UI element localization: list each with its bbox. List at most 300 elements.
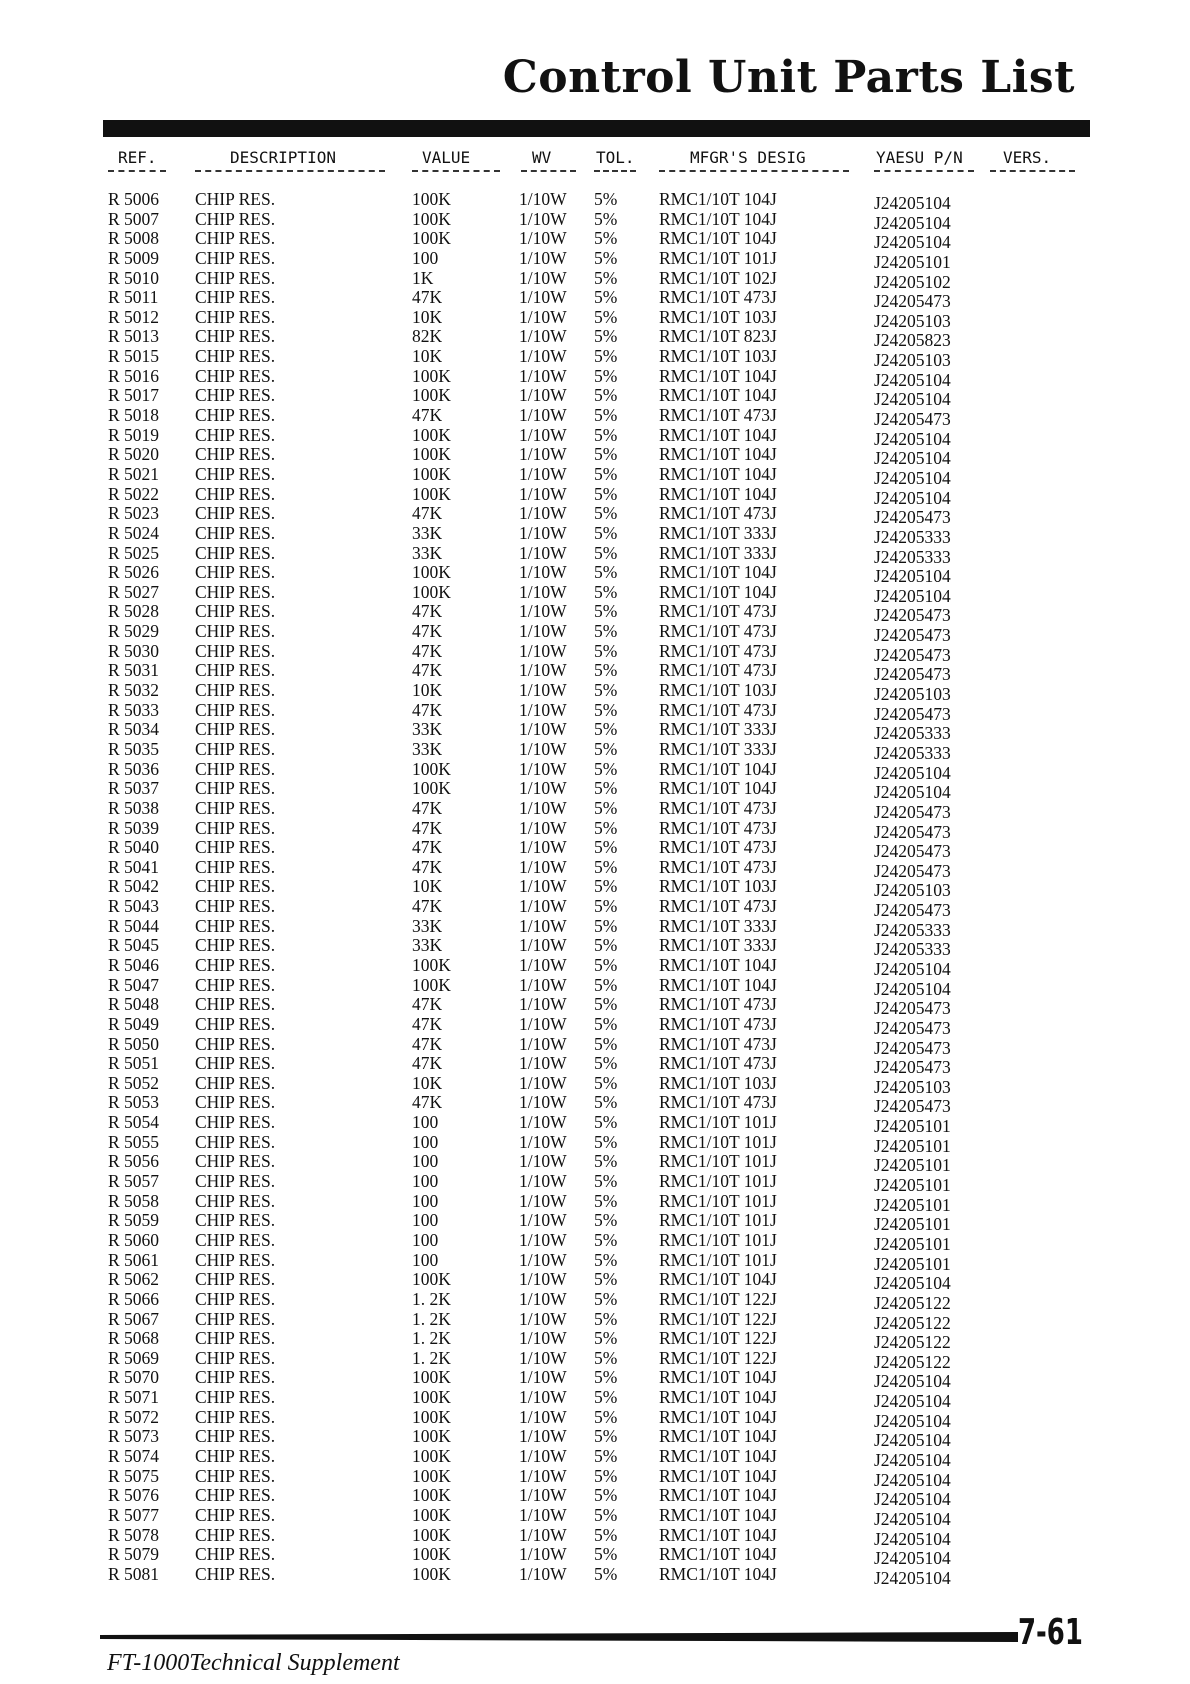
- tol-cell: 5%: [594, 1269, 618, 1290]
- part-number-cell: J24205103: [874, 880, 951, 901]
- ref-cell: R 5081: [108, 1563, 160, 1584]
- wv-cell: 1/10W: [519, 660, 567, 681]
- description-cell: CHIP RES.: [195, 876, 276, 897]
- value-cell: 100K: [412, 228, 451, 249]
- mfgr-cell: RMC1/10T 104J: [659, 1387, 777, 1408]
- mfgr-cell: RMC1/10T 473J: [659, 621, 777, 642]
- table-row: [0, 562, 1190, 587]
- table-row: [0, 1190, 1190, 1215]
- tol-cell: 5%: [594, 1347, 618, 1368]
- tol-cell: 5%: [594, 896, 618, 917]
- table-row: [0, 424, 1190, 449]
- ref-cell: R 5073: [108, 1426, 160, 1447]
- description-cell: CHIP RES.: [195, 424, 276, 445]
- mfgr-cell: RMC1/10T 104J: [659, 424, 777, 445]
- value-cell: 1K: [412, 267, 434, 288]
- mfgr-cell: RMC1/10T 104J: [659, 463, 777, 484]
- mfgr-cell: RMC1/10T 101J: [659, 1131, 777, 1152]
- description-cell: CHIP RES.: [195, 719, 276, 740]
- mfgr-cell: RMC1/10T 104J: [659, 581, 777, 602]
- table-row: [0, 444, 1190, 469]
- part-number-cell: J24205104: [874, 1410, 951, 1431]
- table-row: [0, 1072, 1190, 1097]
- ref-cell: R 5033: [108, 699, 160, 720]
- table-row: [0, 267, 1190, 292]
- value-cell: 100K: [412, 365, 451, 386]
- ref-cell: R 5076: [108, 1485, 160, 1506]
- value-cell: 100K: [412, 1367, 451, 1388]
- mfgr-cell: RMC1/10T 333J: [659, 738, 777, 759]
- ref-cell: R 5039: [108, 817, 160, 838]
- ref-cell: R 5040: [108, 837, 160, 858]
- value-cell: 33K: [412, 719, 443, 740]
- value-cell: 100: [412, 1229, 439, 1250]
- column-header-wv: WV: [532, 148, 552, 167]
- table-row: [0, 1092, 1190, 1117]
- part-number-cell: J24205473: [874, 1057, 951, 1078]
- table-row: [0, 601, 1190, 626]
- value-cell: 100K: [412, 483, 451, 504]
- tol-cell: 5%: [594, 856, 618, 877]
- part-number-cell: J24205104: [874, 1548, 951, 1569]
- ref-cell: R 5012: [108, 306, 160, 327]
- value-cell: 10K: [412, 680, 443, 701]
- mfgr-cell: RMC1/10T 101J: [659, 1249, 777, 1270]
- mfgr-cell: RMC1/10T 473J: [659, 405, 777, 426]
- tol-cell: 5%: [594, 1504, 618, 1525]
- mfgr-cell: RMC1/10T 104J: [659, 189, 777, 209]
- tol-cell: 5%: [594, 1563, 618, 1584]
- table-row: [0, 1524, 1190, 1549]
- table-row: [0, 896, 1190, 921]
- tol-cell: 5%: [594, 405, 618, 426]
- wv-cell: 1/10W: [519, 1288, 567, 1309]
- value-cell: 47K: [412, 1013, 443, 1034]
- wv-cell: 1/10W: [519, 1446, 567, 1466]
- description-cell: CHIP RES.: [195, 1504, 276, 1525]
- ref-cell: R 5044: [108, 915, 160, 936]
- tol-cell: 5%: [594, 1544, 618, 1565]
- mfgr-cell: RMC1/10T 101J: [659, 1190, 777, 1211]
- wv-cell: 1/10W: [519, 1544, 567, 1565]
- wv-cell: 1/10W: [519, 1229, 567, 1250]
- part-number-cell: J24205104: [874, 232, 951, 253]
- tol-cell: 5%: [594, 680, 618, 701]
- table-row: [0, 365, 1190, 390]
- part-number-cell: J24205101: [874, 1233, 951, 1254]
- ref-cell: R 5016: [108, 365, 160, 386]
- title-rule: [103, 120, 1090, 137]
- ref-cell: R 5027: [108, 581, 160, 602]
- part-number-cell: J24205333: [874, 939, 951, 960]
- value-cell: 100K: [412, 1504, 451, 1525]
- value-cell: 10K: [412, 346, 443, 367]
- wv-cell: 1/10W: [519, 640, 567, 661]
- wv-cell: 1/10W: [519, 896, 567, 917]
- table-row: [0, 994, 1190, 1019]
- column-header-tol: TOL.: [596, 148, 635, 167]
- description-cell: CHIP RES.: [195, 1131, 276, 1152]
- tol-cell: 5%: [594, 228, 618, 249]
- part-number-cell: J24205473: [874, 409, 951, 430]
- tol-cell: 5%: [594, 581, 618, 602]
- wv-cell: 1/10W: [519, 405, 567, 426]
- tol-cell: 5%: [594, 267, 618, 288]
- value-cell: 100K: [412, 463, 451, 484]
- ref-cell: R 5057: [108, 1171, 160, 1192]
- wv-cell: 1/10W: [519, 719, 567, 740]
- wv-cell: 1/10W: [519, 699, 567, 720]
- wv-cell: 1/10W: [519, 1426, 567, 1447]
- ref-cell: R 5053: [108, 1092, 160, 1113]
- ref-cell: R 5043: [108, 896, 160, 917]
- part-number-cell: J24205473: [874, 625, 951, 646]
- part-number-cell: J24205122: [874, 1351, 951, 1372]
- wv-cell: 1/10W: [519, 738, 567, 759]
- mfgr-cell: RMC1/10T 104J: [659, 385, 777, 406]
- description-cell: CHIP RES.: [195, 1229, 276, 1250]
- description-cell: CHIP RES.: [195, 974, 276, 995]
- ref-cell: R 5010: [108, 267, 160, 288]
- part-number-cell: J24205104: [874, 487, 951, 508]
- value-cell: 100K: [412, 581, 451, 602]
- ref-cell: R 5047: [108, 974, 160, 995]
- column-header-pn: YAESU P/N: [876, 148, 963, 167]
- wv-cell: 1/10W: [519, 1092, 567, 1113]
- ref-cell: R 5056: [108, 1151, 160, 1172]
- wv-cell: 1/10W: [519, 1485, 567, 1506]
- ref-cell: R 5045: [108, 935, 160, 956]
- tol-cell: 5%: [594, 974, 618, 995]
- mfgr-cell: RMC1/10T 473J: [659, 1053, 777, 1074]
- wv-cell: 1/10W: [519, 1033, 567, 1054]
- part-number-cell: J24205104: [874, 448, 951, 469]
- table-row: [0, 680, 1190, 705]
- ref-cell: R 5037: [108, 778, 160, 799]
- tol-cell: 5%: [594, 424, 618, 445]
- mfgr-cell: RMC1/10T 104J: [659, 778, 777, 799]
- table-row: [0, 581, 1190, 606]
- description-cell: CHIP RES.: [195, 1308, 276, 1329]
- mfgr-cell: RMC1/10T 333J: [659, 719, 777, 740]
- page-number: 7-61: [1018, 1612, 1083, 1653]
- description-cell: CHIP RES.: [195, 758, 276, 779]
- tol-cell: 5%: [594, 1465, 618, 1486]
- value-cell: 33K: [412, 915, 443, 936]
- description-cell: CHIP RES.: [195, 1151, 276, 1172]
- wv-cell: 1/10W: [519, 228, 567, 249]
- wv-cell: 1/10W: [519, 1387, 567, 1408]
- description-cell: CHIP RES.: [195, 1269, 276, 1290]
- wv-cell: 1/10W: [519, 208, 567, 229]
- value-cell: 82K: [412, 326, 443, 347]
- ref-cell: R 5078: [108, 1524, 160, 1545]
- ref-cell: R 5077: [108, 1504, 160, 1525]
- wv-cell: 1/10W: [519, 1524, 567, 1545]
- value-cell: 100K: [412, 1426, 451, 1447]
- value-cell: 47K: [412, 601, 443, 622]
- description-cell: CHIP RES.: [195, 1367, 276, 1388]
- wv-cell: 1/10W: [519, 876, 567, 897]
- ref-cell: R 5017: [108, 385, 160, 406]
- part-number-cell: J24205104: [874, 1430, 951, 1451]
- value-cell: 47K: [412, 1053, 443, 1074]
- value-cell: 1. 2K: [412, 1347, 451, 1368]
- ref-cell: R 5050: [108, 1033, 160, 1054]
- ref-cell: R 5026: [108, 562, 160, 583]
- part-number-cell: J24205104: [874, 1567, 951, 1588]
- part-number-cell: J24205103: [874, 1076, 951, 1097]
- mfgr-cell: RMC1/10T 473J: [659, 856, 777, 877]
- mfgr-cell: RMC1/10T 122J: [659, 1308, 777, 1329]
- description-cell: CHIP RES.: [195, 1544, 276, 1565]
- table-row: [0, 405, 1190, 430]
- tol-cell: 5%: [594, 1446, 618, 1466]
- ref-cell: R 5035: [108, 738, 160, 759]
- ref-cell: R 5071: [108, 1387, 160, 1408]
- tol-cell: 5%: [594, 1033, 618, 1054]
- mfgr-cell: RMC1/10T 101J: [659, 1229, 777, 1250]
- value-cell: 47K: [412, 837, 443, 858]
- tol-cell: 5%: [594, 738, 618, 759]
- wv-cell: 1/10W: [519, 856, 567, 877]
- part-number-cell: J24205101: [874, 251, 951, 272]
- wv-cell: 1/10W: [519, 1563, 567, 1584]
- value-cell: 100K: [412, 1406, 451, 1427]
- table-row: [0, 1308, 1190, 1333]
- description-cell: CHIP RES.: [195, 856, 276, 877]
- tol-cell: 5%: [594, 562, 618, 583]
- ref-cell: R 5068: [108, 1328, 160, 1349]
- mfgr-cell: RMC1/10T 333J: [659, 935, 777, 956]
- part-number-cell: J24205333: [874, 723, 951, 744]
- ref-cell: R 5031: [108, 660, 160, 681]
- description-cell: CHIP RES.: [195, 483, 276, 504]
- table-row: [0, 621, 1190, 646]
- tol-cell: 5%: [594, 483, 618, 504]
- wv-cell: 1/10W: [519, 346, 567, 367]
- tol-cell: 5%: [594, 1151, 618, 1172]
- wv-cell: 1/10W: [519, 444, 567, 465]
- description-cell: CHIP RES.: [195, 915, 276, 936]
- table-row: [0, 935, 1190, 960]
- wv-cell: 1/10W: [519, 1013, 567, 1034]
- wv-cell: 1/10W: [519, 1210, 567, 1231]
- description-cell: CHIP RES.: [195, 1092, 276, 1113]
- ref-cell: R 5011: [108, 287, 159, 308]
- ref-cell: R 5060: [108, 1229, 160, 1250]
- column-header-vers: VERS.: [1003, 148, 1052, 167]
- description-cell: CHIP RES.: [195, 660, 276, 681]
- mfgr-cell: RMC1/10T 473J: [659, 817, 777, 838]
- table-row: [0, 1485, 1190, 1510]
- ref-cell: R 5032: [108, 680, 160, 701]
- ref-cell: R 5075: [108, 1465, 160, 1486]
- wv-cell: 1/10W: [519, 915, 567, 936]
- part-number-cell: J24205823: [874, 330, 951, 351]
- tol-cell: 5%: [594, 876, 618, 897]
- wv-cell: 1/10W: [519, 1269, 567, 1290]
- ref-cell: R 5008: [108, 228, 160, 249]
- part-number-cell: J24205104: [874, 782, 951, 803]
- part-number-cell: J24205104: [874, 1508, 951, 1529]
- description-cell: CHIP RES.: [195, 994, 276, 1015]
- part-number-cell: J24205104: [874, 978, 951, 999]
- description-cell: CHIP RES.: [195, 385, 276, 406]
- table-row: [0, 247, 1190, 272]
- mfgr-cell: RMC1/10T 333J: [659, 915, 777, 936]
- table-row: [0, 1563, 1190, 1588]
- ref-cell: R 5059: [108, 1210, 160, 1231]
- part-number-cell: J24205473: [874, 900, 951, 921]
- ref-cell: R 5061: [108, 1249, 160, 1270]
- ref-cell: R 5030: [108, 640, 160, 661]
- tol-cell: 5%: [594, 1131, 618, 1152]
- description-cell: CHIP RES.: [195, 699, 276, 720]
- tol-cell: 5%: [594, 463, 618, 484]
- mfgr-cell: RMC1/10T 103J: [659, 680, 777, 701]
- part-number-cell: J24205333: [874, 526, 951, 547]
- wv-cell: 1/10W: [519, 581, 567, 602]
- column-header-description: DESCRIPTION: [230, 148, 336, 167]
- part-number-cell: J24205473: [874, 1017, 951, 1038]
- mfgr-cell: RMC1/10T 101J: [659, 247, 777, 268]
- tol-cell: 5%: [594, 1367, 618, 1388]
- wv-cell: 1/10W: [519, 1171, 567, 1192]
- description-cell: CHIP RES.: [195, 601, 276, 622]
- wv-cell: 1/10W: [519, 1328, 567, 1349]
- description-cell: CHIP RES.: [195, 581, 276, 602]
- table-row: [0, 1013, 1190, 1038]
- description-cell: CHIP RES.: [195, 562, 276, 583]
- part-number-cell: J24205104: [874, 762, 951, 783]
- value-cell: 100K: [412, 424, 451, 445]
- tol-cell: 5%: [594, 797, 618, 818]
- part-number-cell: J24205473: [874, 507, 951, 528]
- part-number-cell: J24205102: [874, 271, 951, 292]
- mfgr-cell: RMC1/10T 104J: [659, 1426, 777, 1447]
- ref-cell: R 5025: [108, 542, 160, 563]
- value-cell: 47K: [412, 896, 443, 917]
- tol-cell: 5%: [594, 1426, 618, 1447]
- wv-cell: 1/10W: [519, 758, 567, 779]
- mfgr-cell: RMC1/10T 473J: [659, 287, 777, 308]
- value-cell: 47K: [412, 817, 443, 838]
- table-row: [0, 1347, 1190, 1372]
- value-cell: 47K: [412, 994, 443, 1015]
- part-number-cell: J24205104: [874, 1371, 951, 1392]
- tol-cell: 5%: [594, 699, 618, 720]
- description-cell: CHIP RES.: [195, 935, 276, 956]
- description-cell: CHIP RES.: [195, 365, 276, 386]
- ref-cell: R 5034: [108, 719, 160, 740]
- wv-cell: 1/10W: [519, 778, 567, 799]
- mfgr-cell: RMC1/10T 104J: [659, 1504, 777, 1525]
- wv-cell: 1/10W: [519, 1131, 567, 1152]
- table-row: [0, 1544, 1190, 1569]
- table-row: [0, 385, 1190, 410]
- table-row: [0, 463, 1190, 488]
- mfgr-cell: RMC1/10T 104J: [659, 1524, 777, 1545]
- wv-cell: 1/10W: [519, 326, 567, 347]
- wv-cell: 1/10W: [519, 1504, 567, 1525]
- description-cell: CHIP RES.: [195, 522, 276, 543]
- table-row: [0, 306, 1190, 331]
- part-number-cell: J24205473: [874, 821, 951, 842]
- table-row: [0, 228, 1190, 253]
- tol-cell: 5%: [594, 1112, 618, 1133]
- description-cell: CHIP RES.: [195, 267, 276, 288]
- value-cell: 100: [412, 1131, 439, 1152]
- ref-cell: R 5019: [108, 424, 160, 445]
- value-cell: 100K: [412, 208, 451, 229]
- value-cell: 100K: [412, 1387, 451, 1408]
- tol-cell: 5%: [594, 1210, 618, 1231]
- ref-cell: R 5052: [108, 1072, 160, 1093]
- wv-cell: 1/10W: [519, 797, 567, 818]
- tol-cell: 5%: [594, 1328, 618, 1349]
- value-cell: 10K: [412, 1072, 443, 1093]
- tol-cell: 5%: [594, 1387, 618, 1408]
- description-cell: CHIP RES.: [195, 1210, 276, 1231]
- tol-cell: 5%: [594, 503, 618, 524]
- tol-cell: 5%: [594, 660, 618, 681]
- part-number-cell: J24205473: [874, 801, 951, 822]
- description-cell: CHIP RES.: [195, 287, 276, 308]
- table-row: [0, 817, 1190, 842]
- tol-cell: 5%: [594, 1013, 618, 1034]
- mfgr-cell: RMC1/10T 473J: [659, 797, 777, 818]
- part-number-cell: J24205473: [874, 860, 951, 881]
- mfgr-cell: RMC1/10T 104J: [659, 444, 777, 465]
- table-row: [0, 778, 1190, 803]
- tol-cell: 5%: [594, 1308, 618, 1329]
- wv-cell: 1/10W: [519, 287, 567, 308]
- ref-cell: R 5072: [108, 1406, 160, 1427]
- value-cell: 100: [412, 1112, 439, 1133]
- description-cell: CHIP RES.: [195, 208, 276, 229]
- part-number-cell: J24205104: [874, 1273, 951, 1294]
- description-cell: CHIP RES.: [195, 1426, 276, 1447]
- mfgr-cell: RMC1/10T 104J: [659, 1563, 777, 1584]
- wv-cell: 1/10W: [519, 1465, 567, 1486]
- tol-cell: 5%: [594, 287, 618, 308]
- tol-cell: 5%: [594, 189, 618, 209]
- description-cell: CHIP RES.: [195, 1446, 276, 1466]
- table-row: [0, 954, 1190, 979]
- value-cell: 100K: [412, 1544, 451, 1565]
- part-number-cell: J24205101: [874, 1155, 951, 1176]
- mfgr-cell: RMC1/10T 104J: [659, 1367, 777, 1388]
- description-cell: CHIP RES.: [195, 444, 276, 465]
- description-cell: CHIP RES.: [195, 1053, 276, 1074]
- wv-cell: 1/10W: [519, 1308, 567, 1329]
- mfgr-cell: RMC1/10T 104J: [659, 562, 777, 583]
- wv-cell: 1/10W: [519, 1112, 567, 1133]
- value-cell: 100: [412, 247, 439, 268]
- value-cell: 33K: [412, 542, 443, 563]
- mfgr-cell: RMC1/10T 104J: [659, 483, 777, 504]
- table-row: [0, 1131, 1190, 1156]
- divider-value: [412, 170, 500, 172]
- ref-cell: R 5051: [108, 1053, 160, 1074]
- value-cell: 47K: [412, 856, 443, 877]
- part-number-cell: J24205104: [874, 428, 951, 449]
- value-cell: 100K: [412, 778, 451, 799]
- mfgr-cell: RMC1/10T 333J: [659, 522, 777, 543]
- ref-cell: R 5013: [108, 326, 160, 347]
- mfgr-cell: RMC1/10T 473J: [659, 1013, 777, 1034]
